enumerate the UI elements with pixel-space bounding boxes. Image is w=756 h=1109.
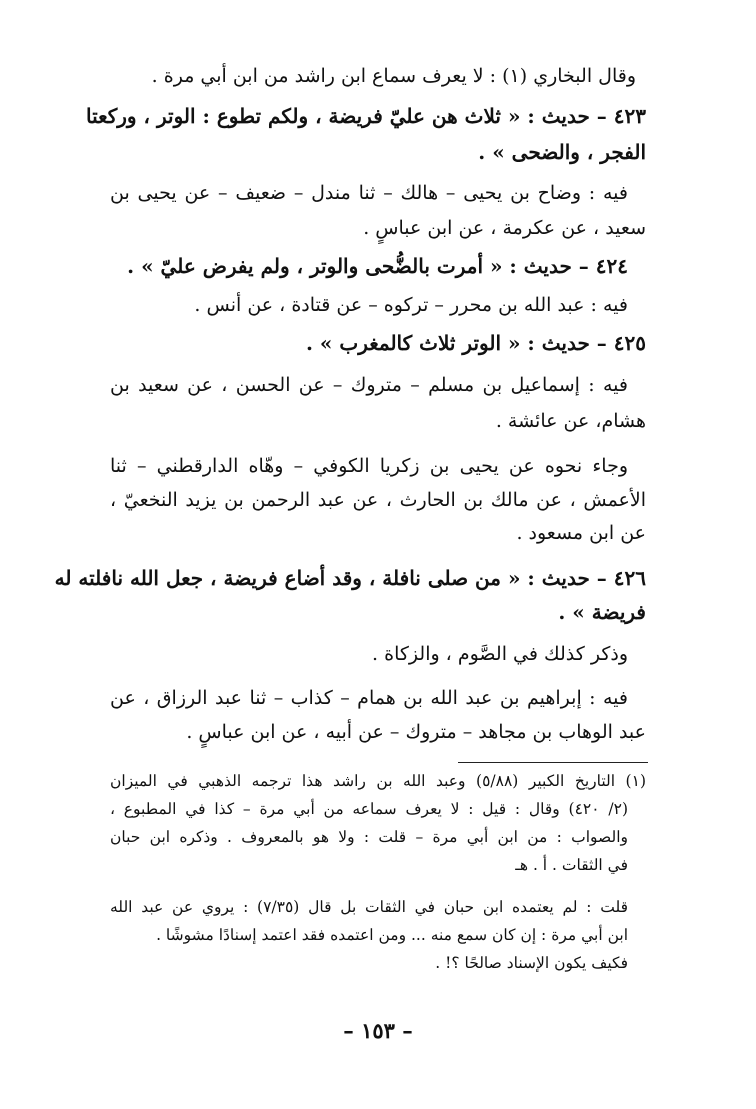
footnote-separator bbox=[458, 762, 648, 763]
body-line: فيه : إسماعيل بن مسلم – متروك – عن الحسن ، عن سعيد بن bbox=[110, 374, 628, 396]
footnote-line: ابن أبي مرة : إن كان سمع منه ... ومن اعتمده فقد اعتمد إسنادًا مشوشًا . bbox=[156, 926, 628, 944]
footnote-line: فكيف يكون الإسناد صالحًا ؟! . bbox=[435, 954, 628, 972]
footnote-line: والصواب : من ابن أبي مرة – قلت : ولا هو بالمعروف . وذكره ابن حبان bbox=[110, 828, 628, 846]
body-line: وقال البخاري (١) : لا يعرف سماع ابن راشد من ابن أبي مرة . bbox=[151, 65, 636, 87]
body-line: الأعمش ، عن مالك بن الحارث ، عن عبد الرحمن بن يزيد النخعيّ ، bbox=[110, 489, 646, 511]
hadith-423-heading-cont: الفجر ، والضحى » . bbox=[478, 140, 646, 164]
body-line: وذكر كذلك في الصَّوم ، والزكاة . bbox=[372, 643, 628, 665]
body-line: عن ابن مسعود . bbox=[516, 522, 646, 544]
footnote-line: في الثقات . أ . هـ bbox=[515, 856, 628, 874]
hadith-426-heading: ٤٢٦ – حديث : « من صلى نافلة ، وقد أضاع فريضة ، جعل الله نافلته له bbox=[54, 566, 646, 590]
hadith-424-heading: ٤٢٤ – حديث : « أمرت بالضُّحى والوتر ، ولم يفرض عليّ » . bbox=[127, 254, 628, 278]
body-line: وجاء نحوه عن يحيى بن زكريا الكوفي – وهّاه الدارقطني – ثنا bbox=[110, 455, 628, 477]
footnote-line: (١) التاريخ الكبير (٥/٨٨) وعبد الله بن راشد هذا ترجمه الذهبي في الميزان bbox=[110, 772, 646, 790]
body-line: سعيد ، عن عكرمة ، عن ابن عباسٍ . bbox=[363, 217, 646, 239]
footnote-line: (٢/ ٤٢٠) وقال : قيل : لا يعرف سماعه من أبي مرة – كذا في المطبوع ، bbox=[110, 800, 628, 818]
page-number: – ١٥٣ – bbox=[343, 1018, 413, 1043]
hadith-426-heading-cont: فريضة » . bbox=[558, 600, 646, 624]
footnote-line: قلت : لم يعتمده ابن حبان في الثقات بل قال (٧/٣٥) : يروي عن عبد الله bbox=[110, 898, 628, 916]
body-line: فيه : عبد الله بن محرر – تركوه – عن قتادة ، عن أنس . bbox=[194, 294, 628, 316]
hadith-425-heading: ٤٢٥ – حديث : « الوتر ثلاث كالمغرب » . bbox=[305, 331, 646, 355]
body-line: فيه : وضاح بن يحيى – هالك – ثنا مندل – ضعيف – عن يحيى بن bbox=[110, 182, 628, 204]
hadith-423-heading: ٤٢٣ – حديث : « ثلاث هن عليّ فريضة ، ولكم تطوع : الوتر ، وركعتا bbox=[85, 104, 646, 128]
body-line: فيه : إبراهيم بن عبد الله بن همام – كذاب – ثنا عبد الرزاق ، عن bbox=[110, 687, 628, 709]
body-line: هشام، عن عائشة . bbox=[495, 410, 646, 432]
body-line: عبد الوهاب بن مجاهد – متروك – عن أبيه ، عن ابن عباسٍ . bbox=[186, 721, 646, 743]
